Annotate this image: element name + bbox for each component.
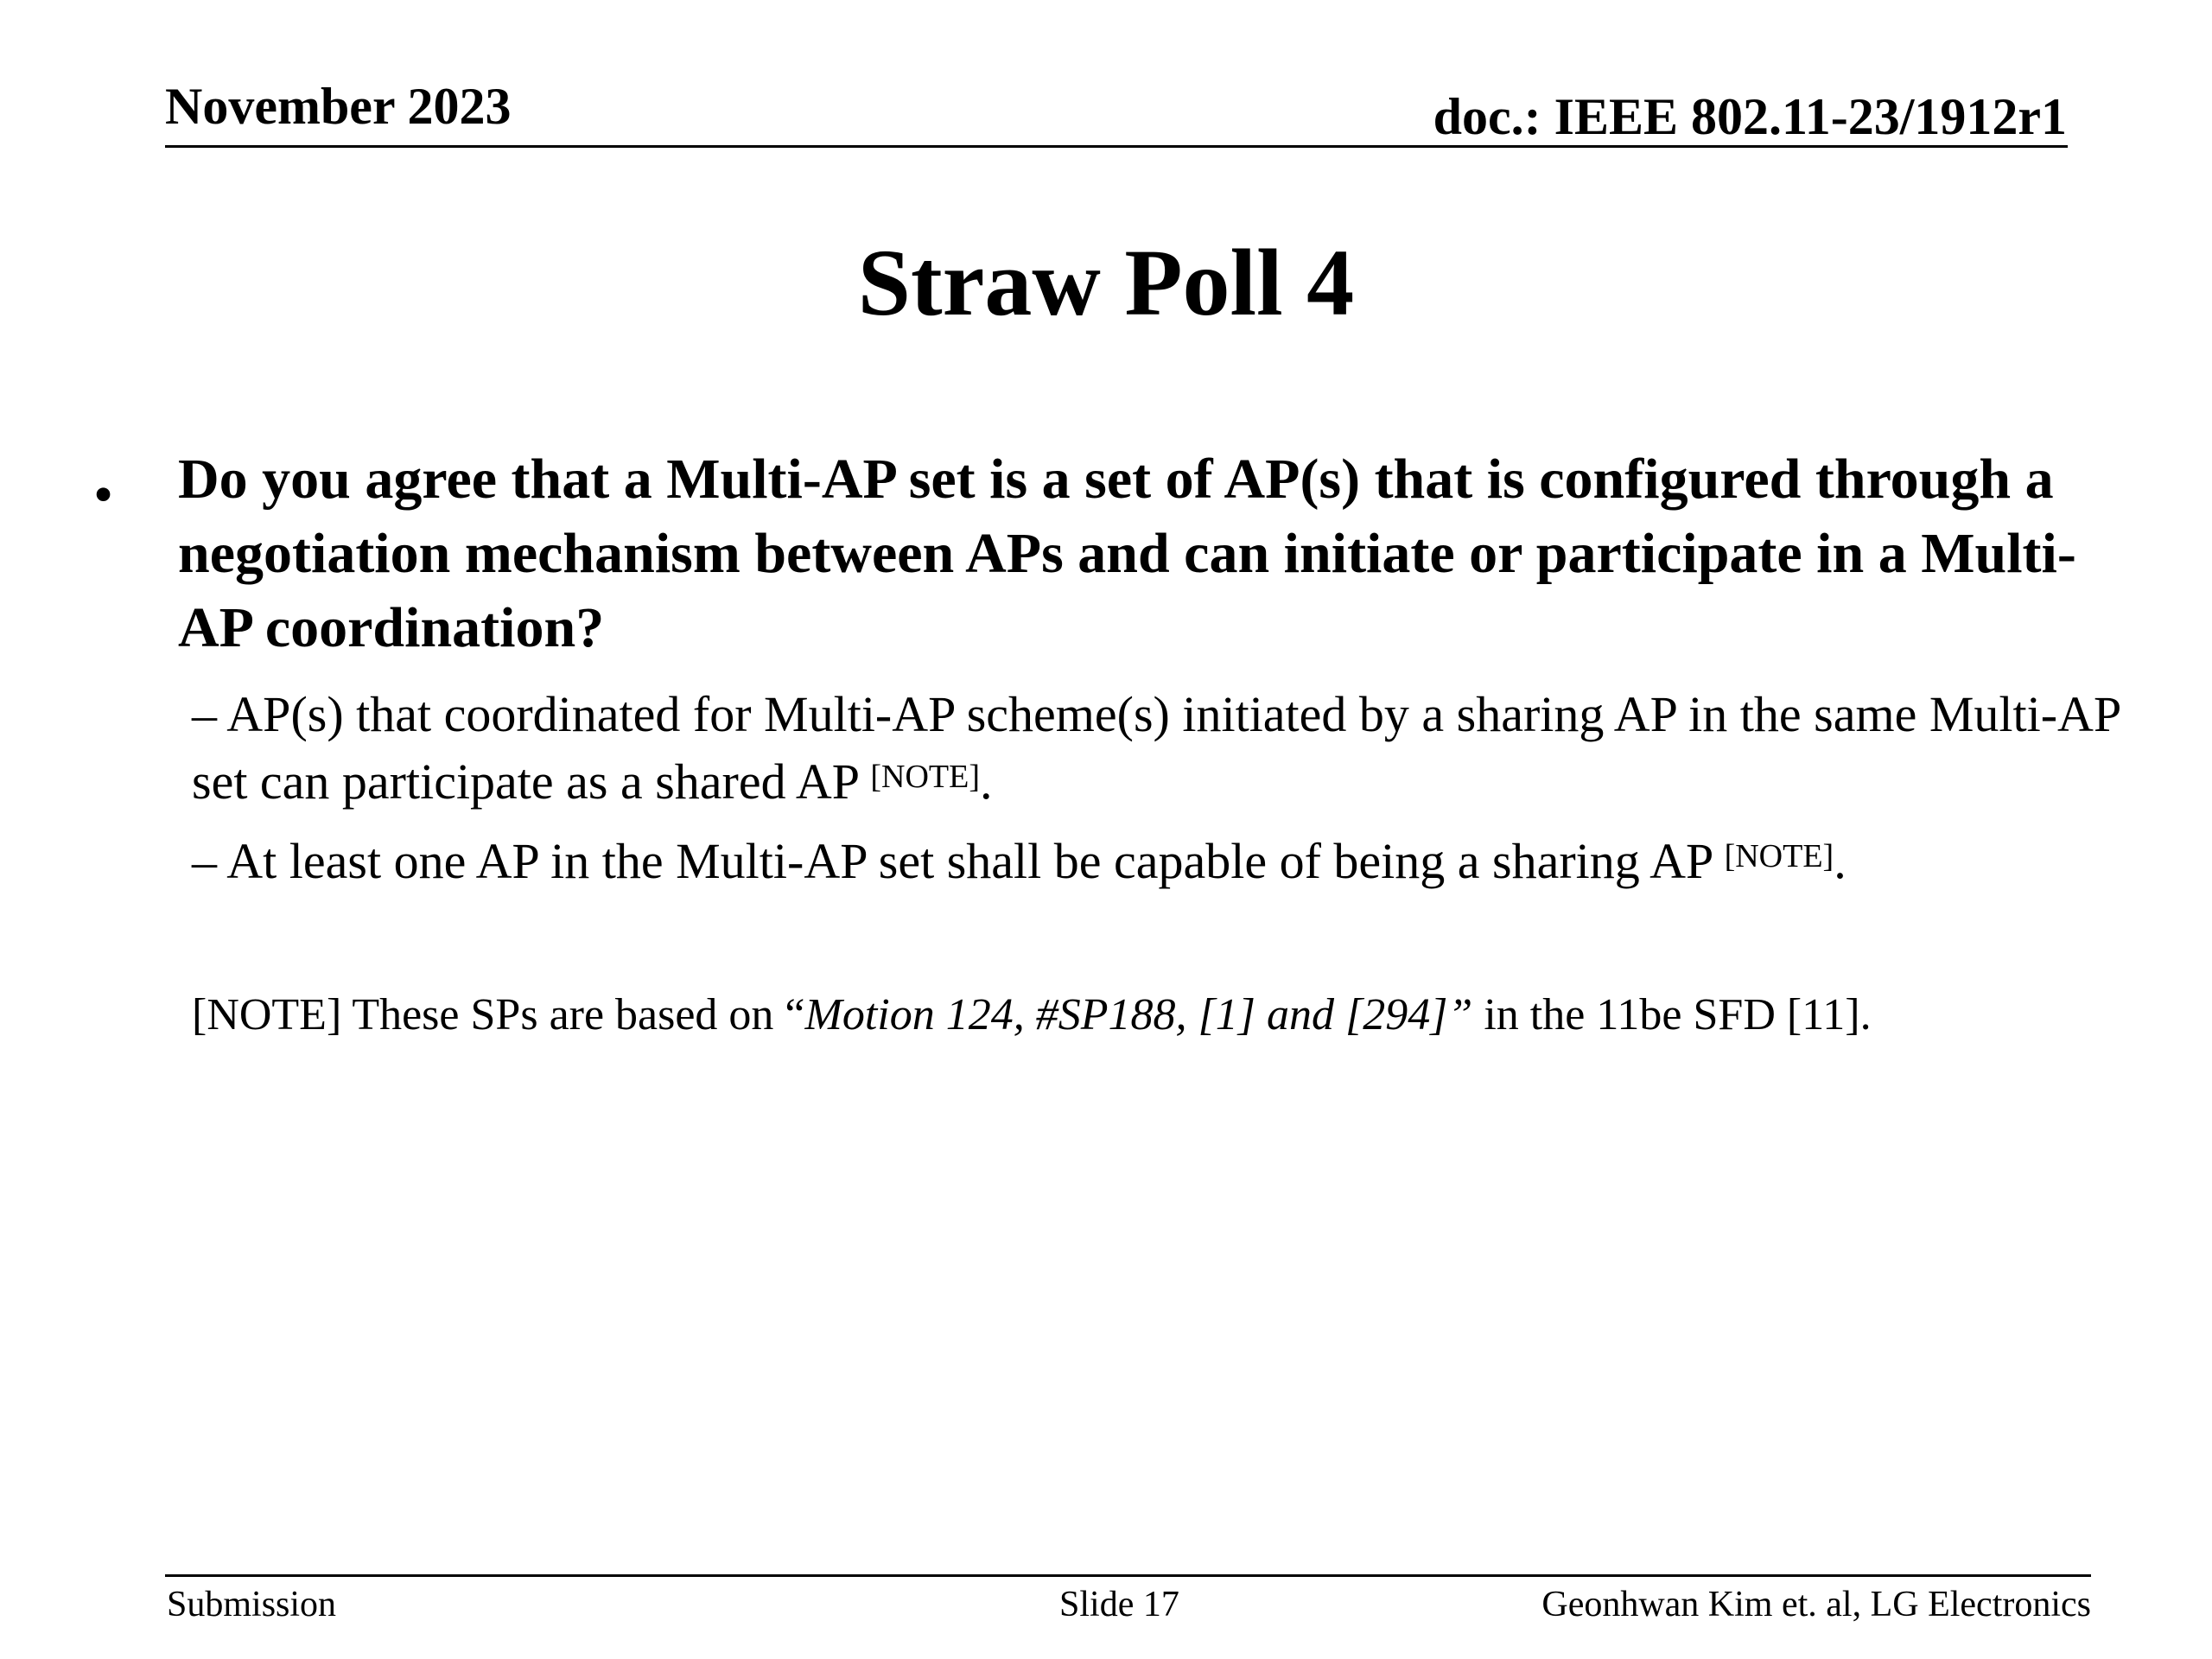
sub-item-end: . [980,753,993,810]
slide-title: Straw Poll 4 [857,230,1355,335]
note-prefix: [NOTE] These SPs are based on “ [192,990,805,1039]
sub-item-end: . [1834,833,1847,889]
footer-divider [165,1574,2091,1577]
header-doc-id: doc.: IEEE 802.11-23/1912r1 [1433,88,2067,145]
note-italic-reference: Motion 124, #SP188, [1] and [294]” [804,990,1473,1039]
note-reference: [NOTE] [1724,838,1834,874]
footer-slide-number: Slide 17 [1059,1585,1179,1624]
note-suffix: in the 11be SFD [11]. [1472,990,1872,1039]
sub-item-text: – At least one AP in the Multi-AP set shall be capable of being a sharing AP [192,833,1725,889]
bullet-marker: • [93,463,114,526]
header-date: November 2023 [165,78,512,135]
note-reference: [NOTE] [870,759,981,795]
sub-item-sharing-ap [192,828,2171,895]
footer-authors: Geonhwan Kim et. al, LG Electronics [1541,1585,2091,1624]
poll-question: Do you agree that a Multi-AP set is a set of AP(s) that is configured through a negotiation mechanism between APs and can initiate or participate in a Multi-AP coordination? [178,448,2076,659]
footer-submission: Submission [167,1585,337,1624]
sub-item-shared-ap [192,681,2171,816]
note-footnote [192,985,1872,1046]
header-divider [165,145,2068,148]
sub-item-text: – AP(s) that coordinated for Multi-AP scheme(s) initiated by a sharing AP in the same Multi-AP set can participate as a shared AP [192,686,2120,810]
